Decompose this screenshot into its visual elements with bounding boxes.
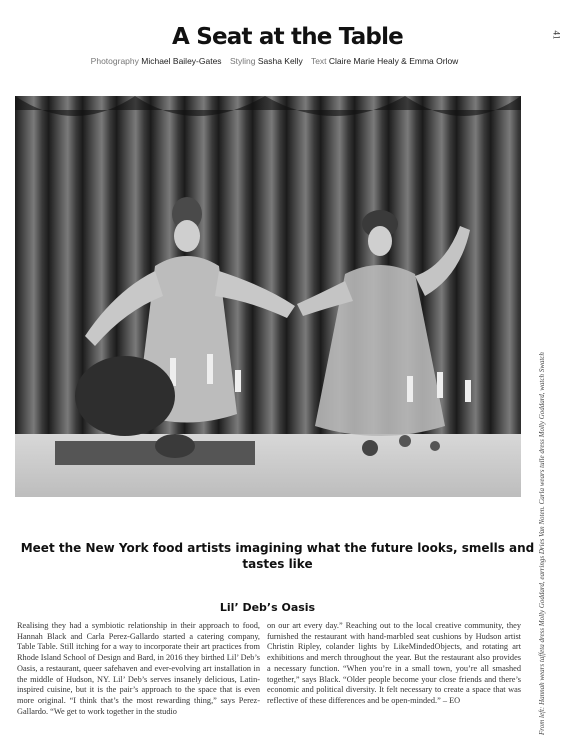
section-title: Lil’ Deb’s Oasis <box>219 601 316 614</box>
article-title: A Seat at the Table <box>172 24 403 50</box>
credit-role-photography: Photography <box>90 56 139 66</box>
body-column-left: Realising they had a symbiotic relationship in their approach to food, Hannah Black and Carla Perez-Gallardo started a catering company, Table Table. Still itching for a way to incorporate their art practices from Rhode Island School of Design and Bard, in 2016 they birthed Lil’ Deb’s Oasis, a restaurant, queer safehaven and ever-evolving art installation in the middle of Hudson, NY. Lil’ Deb’s serves insanely delicious, Latin-inspired cuisine, but it is the pair’s approach to the space that is even more original. “I think that’s the most rewarding thing,” says Perez-Gallardo. “We get to work together in the studio <box>17 621 260 716</box>
credit-role-text: Text <box>310 56 327 66</box>
body-column-right: on our art every day.” Reaching out to the local creative community, they furnished the restaurant with hand-marbled seat cushions by Hudson artist Christin Ripley, colander lights by LikeMindedObjects, and rotating art exhibitions and merch throughout the year. But the restaurant also provides a necessary function. “When you’re in a small town, you’re all smashed together,” says Black. “Older people become your close friends and there’s economic and political diversity. It felt necessary to create a space that was reflective of these differences and be open-minded.” – EO <box>267 621 521 705</box>
photo-caption: From left: Hannah wears taffeta dress Molly Goddard, earrings Dries Van Noten. Carla wears tulle dress Molly Goddard, watch Swatch <box>538 352 546 735</box>
page-number: 41 <box>551 30 562 40</box>
article-dek: Meet the New York food artists imagining what the future looks, smells and tastes like <box>20 541 535 571</box>
credit-name-text: Claire Marie Healy & Emma Orlow <box>328 56 459 66</box>
photo-illustration <box>15 96 521 497</box>
credit-name-photography: Michael Bailey-Gates <box>141 56 222 66</box>
credit-name-styling: Sasha Kelly <box>257 56 303 66</box>
feature-photo <box>15 96 521 497</box>
credits-line <box>0 56 555 66</box>
credit-role-styling: Styling <box>229 56 256 66</box>
